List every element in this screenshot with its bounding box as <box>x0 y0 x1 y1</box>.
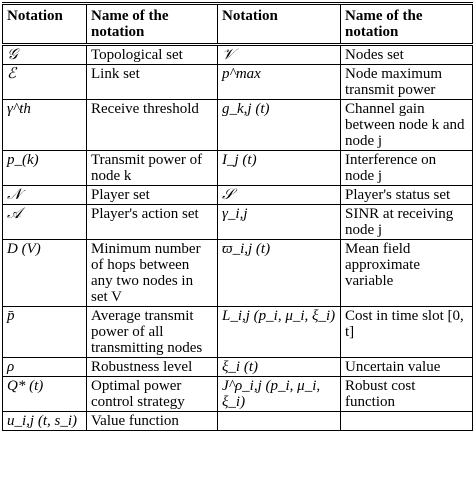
description-cell: Minimum number of hops between any two nodes in set V <box>87 240 218 307</box>
header-notation-2: Notation <box>218 4 341 45</box>
notation-cell: p̄ <box>3 307 87 358</box>
notation-cell: 𝒢 <box>3 45 87 65</box>
notation-cell: 𝒮 <box>218 186 341 205</box>
description-cell: Link set <box>87 65 218 100</box>
description-cell: Receive threshold <box>87 100 218 151</box>
description-cell: Optimal power control strategy <box>87 377 218 412</box>
description-cell: Uncertain value <box>341 358 473 377</box>
notation-cell: ξ_i (t) <box>218 358 341 377</box>
notation-cell: p^max <box>218 65 341 100</box>
notation-cell: J^ρ_i,j (p_i, μ_i, ξ_i) <box>218 377 341 412</box>
notation-cell: ρ <box>3 358 87 377</box>
table-row <box>3 186 473 205</box>
table-row <box>3 151 473 186</box>
table-row <box>3 358 473 377</box>
header-row <box>3 4 473 45</box>
notation-table-container <box>2 2 472 431</box>
table-row <box>3 240 473 307</box>
description-cell: Nodes set <box>341 45 473 65</box>
description-cell: Player's action set <box>87 205 218 240</box>
table-row <box>3 45 473 65</box>
notation-cell: L_i,j (p_i, μ_i, ξ_i) <box>218 307 341 358</box>
table-row <box>3 307 473 358</box>
description-cell: Transmit power of node k <box>87 151 218 186</box>
table-row <box>3 65 473 100</box>
table-row <box>3 205 473 240</box>
notation-cell: p_(k) <box>3 151 87 186</box>
description-cell: Channel gain between node k and node j <box>341 100 473 151</box>
notation-cell: 𝒩 <box>3 186 87 205</box>
description-cell: Cost in time slot [0, t] <box>341 307 473 358</box>
notation-cell: D (V) <box>3 240 87 307</box>
notation-cell: 𝒜 <box>3 205 87 240</box>
table-row <box>3 377 473 412</box>
description-cell: Average transmit power of all transmitting nodes <box>87 307 218 358</box>
notation-cell: I_j (t) <box>218 151 341 186</box>
description-cell: Node maximum transmit power <box>341 65 473 100</box>
notation-cell: g_k,j (t) <box>218 100 341 151</box>
description-cell: Player set <box>87 186 218 205</box>
notation-table <box>2 2 473 431</box>
description-cell: Robustness level <box>87 358 218 377</box>
notation-cell: γ_i,j <box>218 205 341 240</box>
description-cell: Topological set <box>87 45 218 65</box>
header-notation-1: Notation <box>3 4 87 45</box>
notation-cell: Q* (t) <box>3 377 87 412</box>
notation-cell: γ^th <box>3 100 87 151</box>
description-cell: Mean field approximate variable <box>341 240 473 307</box>
description-cell: SINR at receiving node j <box>341 205 473 240</box>
notation-cell: 𝒱 <box>218 45 341 65</box>
description-cell: Value function <box>87 412 218 431</box>
description-cell: Player's status set <box>341 186 473 205</box>
notation-cell: ϖ_i,j (t) <box>218 240 341 307</box>
header-name-2: Name of the notation <box>341 4 473 45</box>
table-row <box>3 412 473 431</box>
notation-cell: ℰ <box>3 65 87 100</box>
table-row <box>3 100 473 151</box>
description-cell: Interference on node j <box>341 151 473 186</box>
description-cell <box>341 412 473 431</box>
notation-cell: u_i,j (t, s_i) <box>3 412 87 431</box>
description-cell: Robust cost function <box>341 377 473 412</box>
notation-cell <box>218 412 341 431</box>
header-name-1: Name of the notation <box>87 4 218 45</box>
